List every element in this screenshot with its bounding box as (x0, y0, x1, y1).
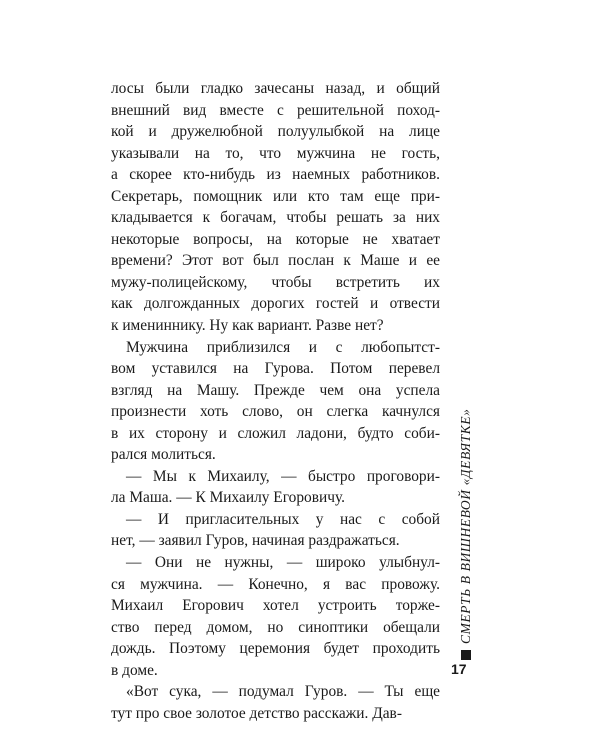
page-number: 17 (451, 661, 467, 677)
text-line: — Мы к Михаилу, — быстро проговори- (126, 467, 440, 485)
text-line: нет, — заявил Гуров, начиная раздражаться. (111, 532, 400, 550)
paragraph (111, 78, 440, 337)
text-line: в их сторону и сложил ладони, будто соби- (111, 424, 440, 442)
text-line: мужу-полицейскому, чтобы встретить их (111, 273, 440, 291)
text-line: — Они не нужны, — широко улыбнул- (126, 554, 440, 572)
paragraph (111, 337, 440, 466)
text-line: некоторые вопросы, на которые не хватает (111, 230, 440, 248)
text-line: ла Маша. — К Михаилу Егоровичу. (111, 489, 345, 507)
text-line: «Вот сука, — подумал Гуров. — Ты еще (126, 683, 440, 701)
text-line: дождь. Поэтому церемония будет проходить (111, 640, 440, 658)
text-line: лосы были гладко зачесаны назад, и общий (111, 80, 440, 97)
text-line: указывали на то, что мужчина не гость, (111, 144, 440, 162)
text-line: тут про свое золотое детство расскажи. Дав- (111, 704, 402, 722)
text-line: рался молиться. (111, 446, 216, 464)
text-line: произнести хоть слово, он слегка качнулся (111, 403, 440, 421)
paragraph (111, 681, 440, 724)
text-line: ся мужчина. — Конечно, я вас провожу. (111, 575, 440, 593)
text-line: кой и дружелюбной полуулыбкой на лице (111, 123, 440, 141)
text-line: Секретарь, помощник или кто там еще при- (111, 187, 440, 205)
text-line: кладывается к богачам, чтобы решать за них (111, 209, 440, 227)
black-square-icon (461, 650, 471, 660)
running-title-text: СМЕРТЬ В ВИШНЕВОЙ «ДЕВЯТКЕ» (458, 408, 473, 644)
main-text (111, 78, 440, 724)
text-line: — И пригласительных у нас с собой (126, 510, 440, 528)
text-line: к имениннику. Ну как вариант. Разве нет? (111, 317, 384, 335)
text-line: времени? Этот вот был послан к Маше и ее (111, 252, 440, 270)
text-line: а скорее кто-нибудь из наемных работников. (111, 166, 440, 184)
running-title (458, 408, 474, 660)
text-line: ство перед домом, но синоптики обещали (111, 618, 440, 636)
text-line: Михаил Егорович хотел устроить торже- (111, 597, 440, 615)
text-line: как долгожданных дорогих гостей и отвести (111, 295, 440, 313)
text-line: вом уставился на Гурова. Потом перевел (111, 360, 440, 378)
text-line: внешний вид вместе с решительной поход- (111, 101, 440, 119)
text-line: взгляд на Машу. Прежде чем она успела (111, 381, 440, 399)
text-line: в доме. (111, 661, 158, 679)
text-line: Мужчина приблизился и с любопытст- (126, 338, 440, 356)
paragraph (111, 552, 440, 681)
paragraph (111, 509, 440, 552)
paragraph (111, 466, 440, 509)
